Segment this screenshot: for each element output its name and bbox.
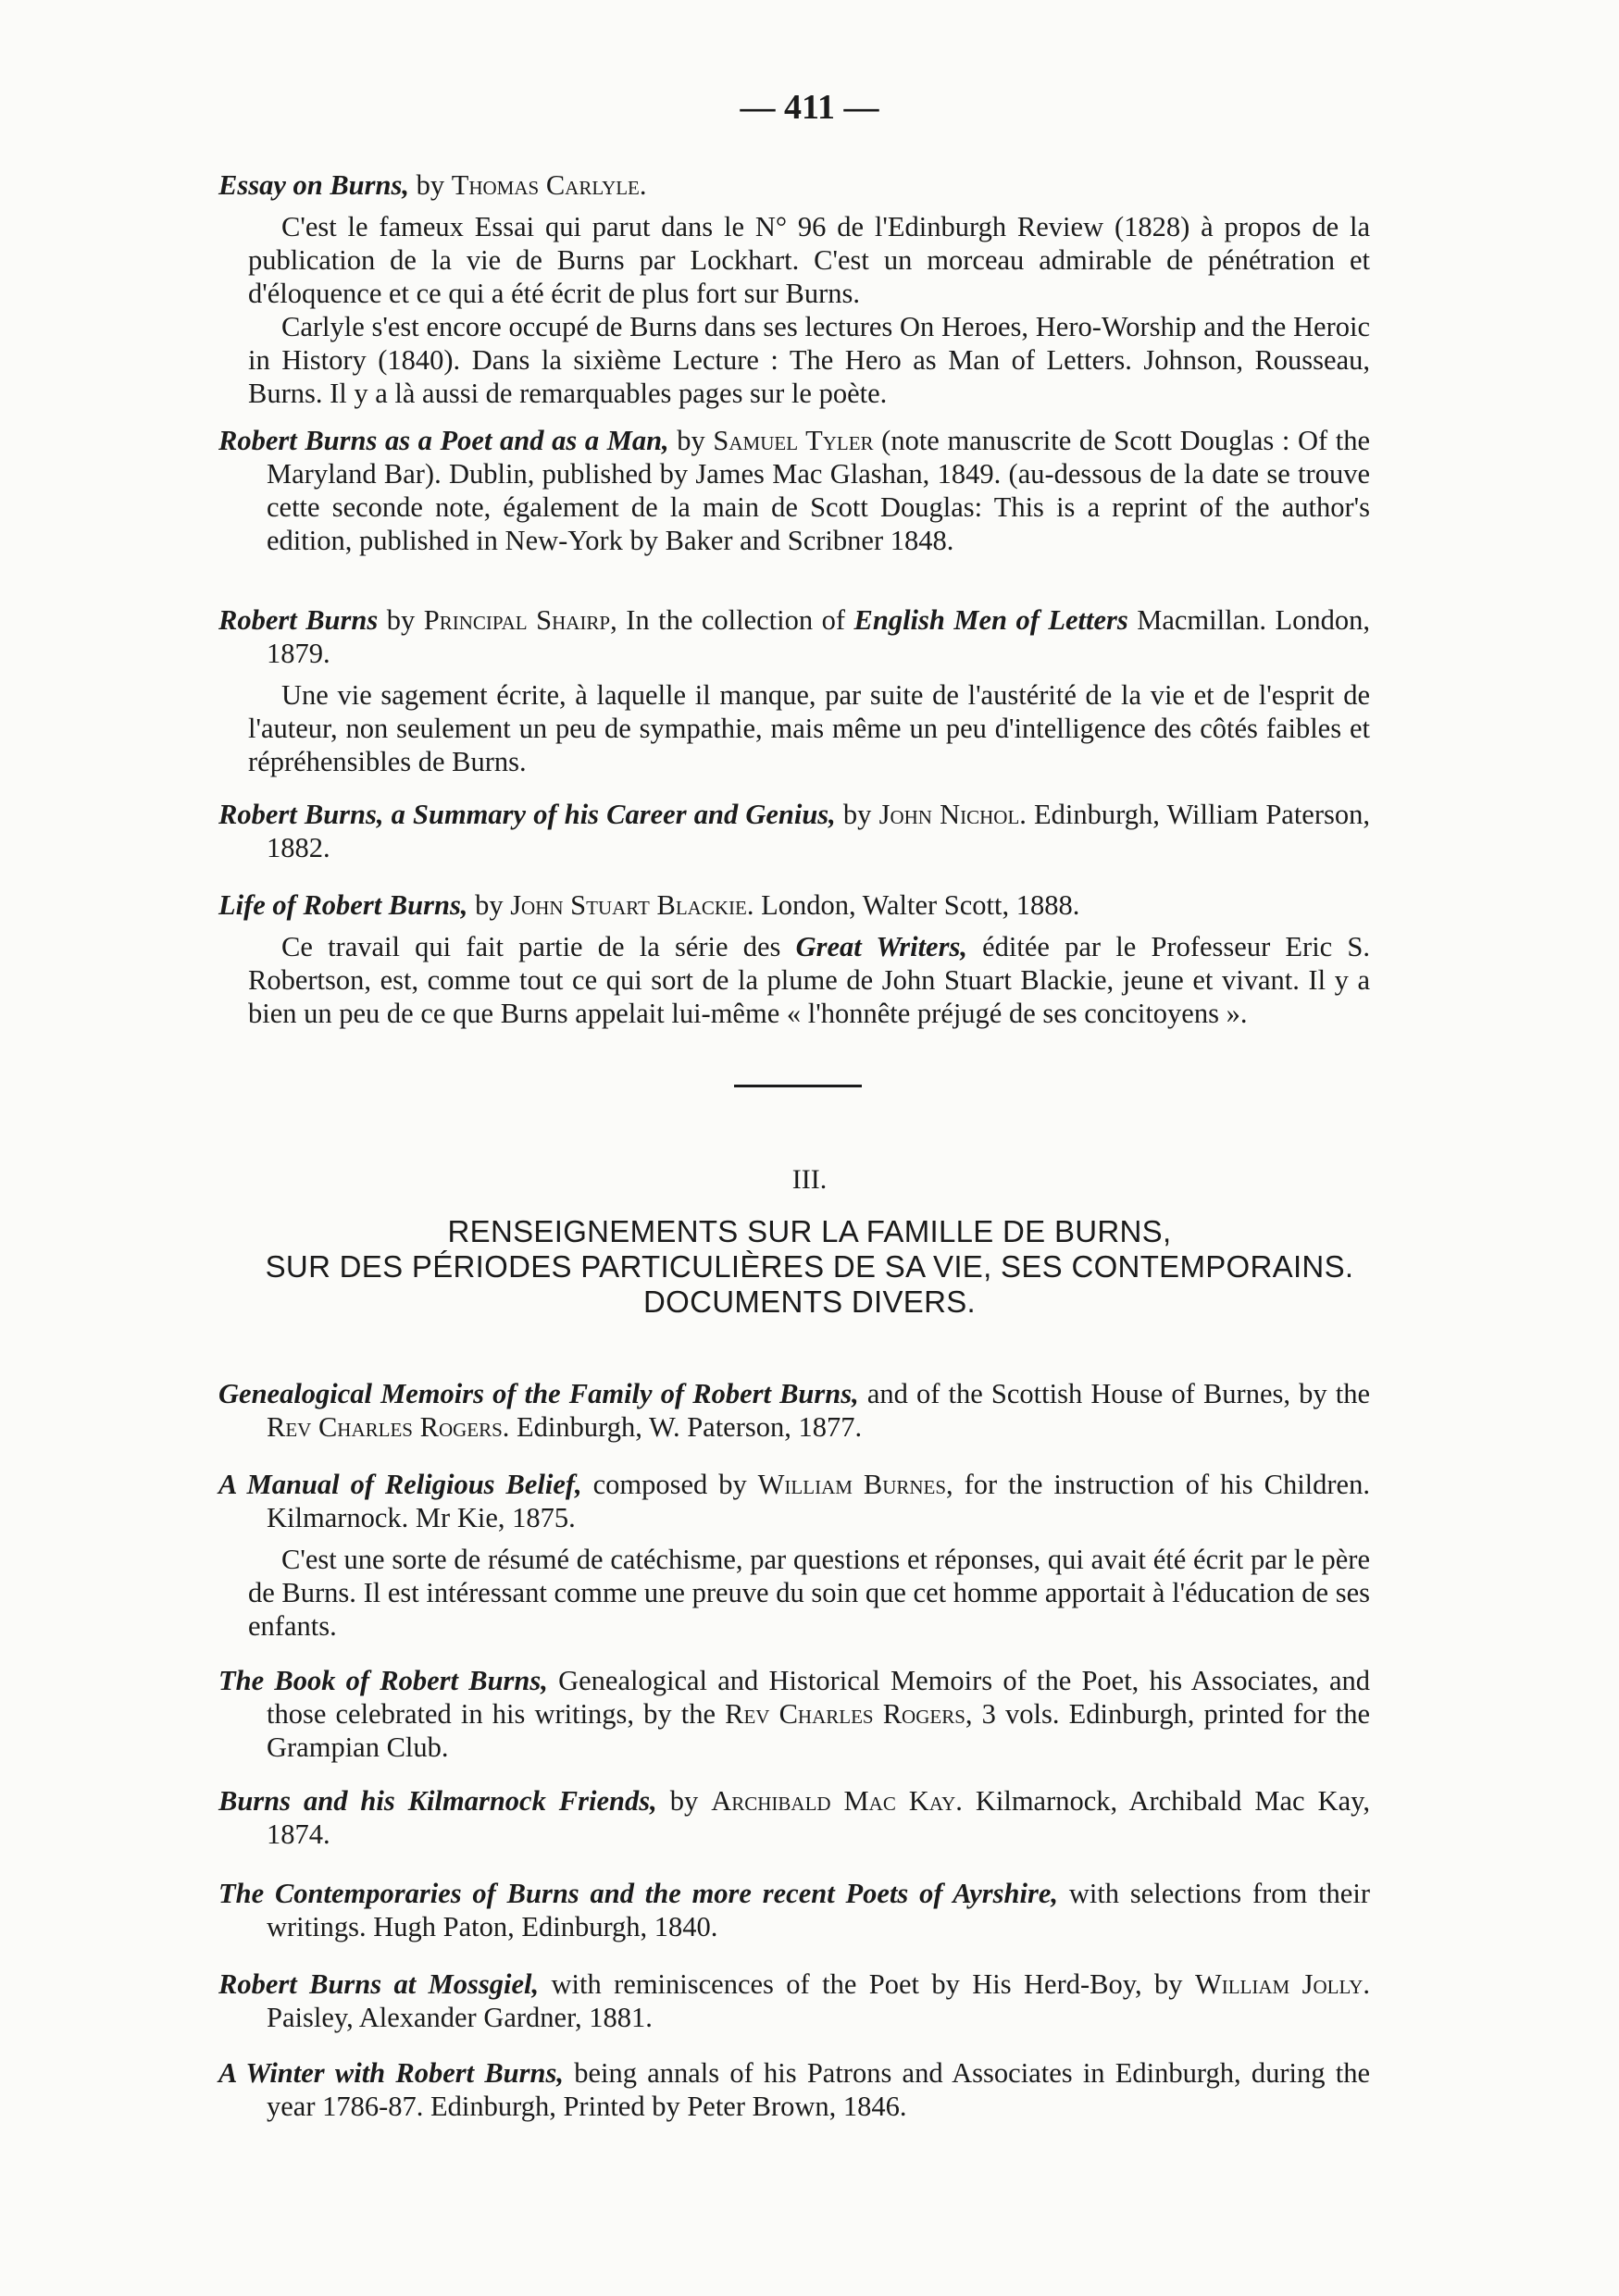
entry-details: and of the Scottish House of Burnes, by the — [858, 1378, 1370, 1409]
section-divider — [734, 1085, 862, 1087]
entry-author: Samuel Tyler — [713, 425, 874, 456]
bib-entry-genealogical — [218, 1377, 1370, 1444]
entry-details: composed by — [581, 1469, 758, 1500]
entry-details: with selections from their writings. Hugh Paton, Edinburgh, 1840. — [267, 1878, 1370, 1942]
bib-entry-tyler — [218, 424, 1370, 557]
collection-title: English Men of Letters — [853, 604, 1128, 636]
bib-entry-contemporaries — [218, 1877, 1370, 1943]
bib-entry-mossgiel — [218, 1967, 1370, 2034]
bib-entry-book-of-burns — [218, 1664, 1370, 1764]
entry-title: A Winter with Robert Burns, — [218, 2057, 564, 2089]
page-number: — 411 — — [740, 88, 879, 127]
entry-by: by — [668, 425, 714, 456]
entry-title: Essay on Burns, — [218, 169, 409, 201]
entry-note: Une vie sagement écrite, à laquelle il manque, par suite de l'austérité de la vie et de l'esprit de l'auteur, non seulement un peu de sympathie, mais même un peu d'intelligence des côtés faibles et répréhensibles de Burns. — [248, 679, 1370, 777]
entry-details: Edinburgh, William Paterson, 1882. — [267, 799, 1370, 863]
note-text: Ce travail qui fait partie de la série des — [281, 931, 796, 962]
series-title: Great Writers, — [795, 931, 967, 962]
entry-title: The Contemporaries of Burns and the more recent Poets of Ayrshire, — [218, 1878, 1059, 1909]
bib-entry-shairp — [218, 603, 1370, 778]
bib-entry-blackie — [218, 888, 1370, 1030]
section-title-line: RENSEIGNEMENTS SUR LA FAMILLE DE BURNS, — [447, 1214, 1172, 1248]
entry-details: In the collection of — [616, 604, 854, 636]
section-title-line: DOCUMENTS DIVERS. — [643, 1285, 976, 1319]
entry-heading — [218, 1664, 1370, 1764]
entry-details: Paisley, Alexander Gardner, 1881. — [267, 2002, 653, 2033]
entry-details: by — [656, 1785, 712, 1817]
entry-heading — [218, 1468, 1370, 1534]
entry-title: The Book of Robert Burns, — [218, 1665, 548, 1696]
entry-by: by — [467, 889, 511, 921]
entry-title: Robert Burns at Mossgiel, — [218, 1968, 540, 2000]
entry-note — [218, 930, 1370, 1030]
entry-author: John Nichol. — [878, 799, 1027, 830]
entry-author: William Jolly. — [1194, 1968, 1370, 2000]
entry-author: Archibald Mac Kay. — [711, 1785, 963, 1817]
entry-author: Principal Shairp, — [423, 604, 617, 636]
entry-author: Rev Charles Rogers, — [725, 1698, 973, 1730]
entry-title: Robert Burns, a Summary of his Career and Genius, — [218, 799, 836, 830]
entry-title: Genealogical Memoirs of the Family of Robert Burns, — [218, 1378, 859, 1409]
entry-note: Carlyle s'est encore occupé de Burns dans ses lectures On Heroes, Hero-Worship and the Heroic in History (1840). Dans la sixième Lecture : The Hero as Man of Letters. Johnson, Rousseau, Burns. Il y a là aussi de remarquables pages sur le poète. — [248, 311, 1370, 409]
entry-details: Edinburgh, W. Paterson, 1877. — [509, 1411, 863, 1443]
entry-heading — [218, 2056, 1370, 2123]
entry-author: Rev Charles Rogers. — [267, 1411, 510, 1443]
entry-details: Kilmarnock, Archibald Mac Kay, 1874. — [267, 1785, 1371, 1850]
entry-heading — [218, 1967, 1370, 2034]
entry-heading — [218, 424, 1370, 557]
entry-details: with reminiscences of the Poet by His Herd-Boy, by — [539, 1968, 1195, 2000]
entry-by: by — [408, 169, 452, 201]
entry-heading — [218, 888, 1370, 922]
entry-details: (note manuscrite de Scott Douglas : Of the Maryland Bar). Dublin, published by James Mac Glashan, 1849. (au-dessous de la date se trouve cette seconde note, également de la main de Scott Douglas: This is a reprint of the author's edition, published in New-York by Baker and Scribner 1848. — [267, 425, 1370, 556]
entry-details: 3 vols. Edinburgh, printed for the Grampian Club. — [267, 1698, 1370, 1763]
section-number: III. — [791, 1164, 828, 1195]
note-text: éditée par le Professeur Eric S. Robertson, est, comme tout ce qui sort de la plume de John Stuart Blackie, jeune et vivant. Il y a bien un peu de ce que Burns appelait lui-même « l'honnête préjugé de ses concitoyens ». — [248, 931, 1370, 1029]
entry-heading — [218, 603, 1370, 670]
entry-title: Robert Burns as a Poet and as a Man, — [218, 425, 669, 456]
bib-entry-carlyle — [218, 168, 1370, 410]
entry-by: by — [378, 604, 424, 636]
section-title-line: SUR DES PÉRIODES PARTICULIÈRES DE SA VIE, SES CONTEMPORAINS. — [265, 1249, 1354, 1284]
entry-author: John Stuart Blackie. — [510, 889, 754, 921]
bib-entry-kilmarnock — [218, 1784, 1370, 1851]
entry-heading — [218, 1377, 1370, 1444]
entry-heading — [218, 798, 1370, 864]
entry-note: C'est le fameux Essai qui parut dans le N° 96 de l'Edinburgh Review (1828) à propos de la publication de la vie de Burns par Lockhart. C'est un morceau admirable de pénétration et d'éloquence et ce qui a été écrit de plus fort sur Burns. — [248, 211, 1370, 309]
entry-heading — [218, 1784, 1370, 1851]
entry-note: C'est une sorte de résumé de catéchisme, par questions et réponses, qui avait été écrit par le père de Burns. Il est intéressant comme une preuve du soin que cet homme apportait à l'éducation de ses enfants. — [248, 1544, 1370, 1642]
entry-title: Burns and his Kilmarnock Friends, — [218, 1785, 657, 1817]
entry-by: by — [835, 799, 879, 830]
entry-author: William Burnes, — [757, 1469, 953, 1500]
entry-details: Genealogical and Historical Memoirs of the Poet, his Associates, and those celebrated in his writings, by the — [267, 1665, 1370, 1730]
entry-title: Life of Robert Burns, — [218, 889, 468, 921]
entry-heading — [218, 1877, 1370, 1943]
bib-entry-manual — [218, 1468, 1370, 1643]
entry-details: for the instruction of his Children. Kilmarnock. Mr Kie, 1875. — [267, 1469, 1370, 1533]
entry-details: Macmillan. London, 1879. — [267, 604, 1370, 669]
bib-entry-winter — [218, 2056, 1370, 2123]
entry-title: A Manual of Religious Belief, — [218, 1469, 582, 1500]
entry-title: Robert Burns — [218, 604, 379, 636]
entry-heading — [218, 168, 1370, 202]
section-title — [185, 1214, 1434, 1320]
entry-author: Thomas Carlyle. — [451, 169, 647, 201]
entry-details: London, Walter Scott, 1888. — [753, 889, 1080, 921]
bib-entry-nichol — [218, 798, 1370, 864]
entry-details: being annals of his Patrons and Associates in Edinburgh, during the year 1786-87. Edinburgh, Printed by Peter Brown, 1846. — [267, 2057, 1370, 2122]
